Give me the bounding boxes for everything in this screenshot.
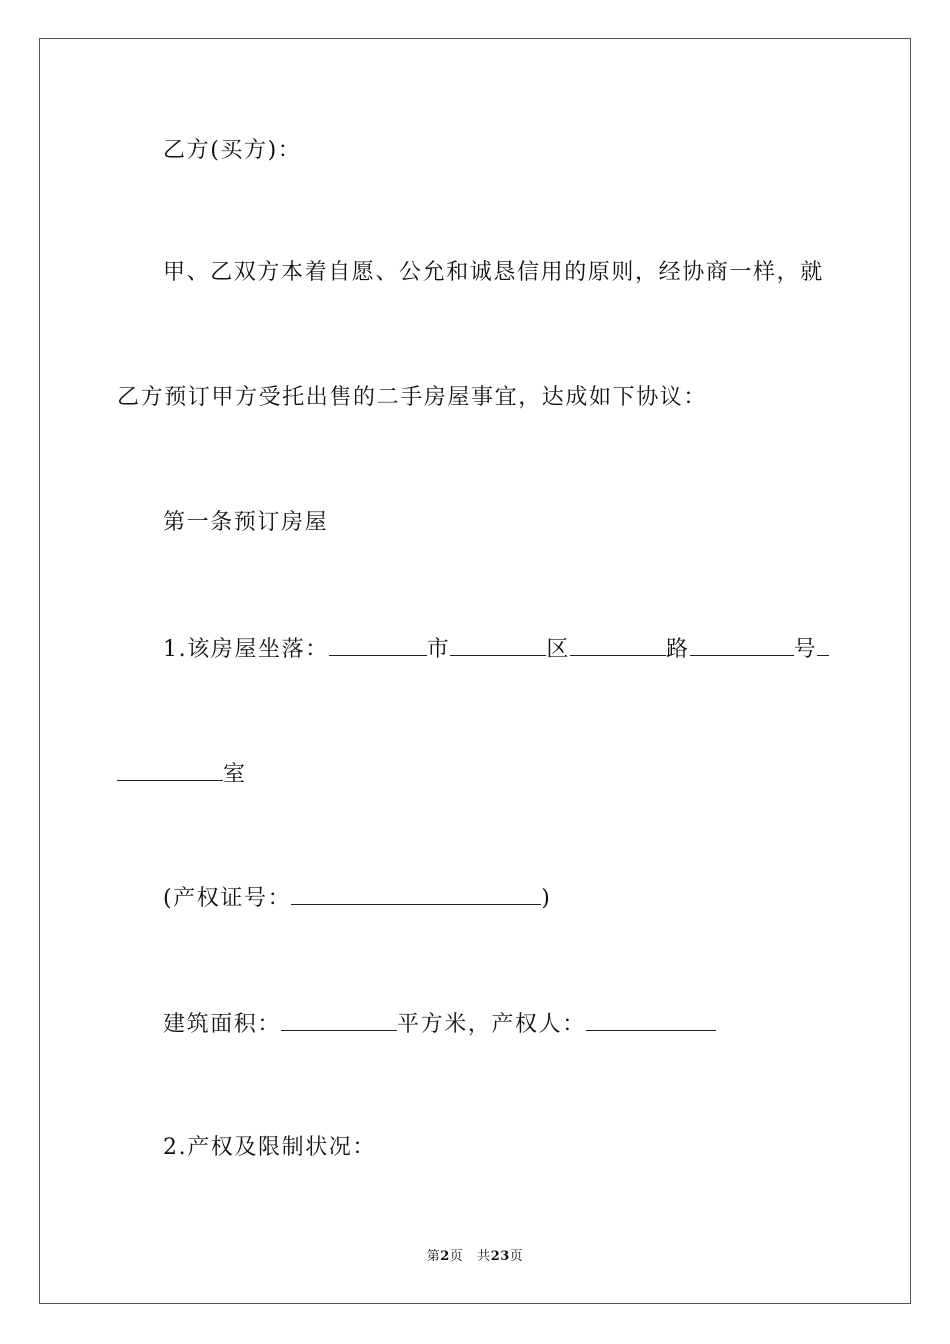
cert-close: ) (541, 886, 552, 911)
current-page-number: 2 (440, 1249, 450, 1264)
district-unit: 区 (546, 637, 571, 662)
party-b-label: 乙方(买方)： (163, 138, 302, 163)
district-blank[interactable] (450, 633, 546, 656)
road-blank[interactable] (570, 633, 666, 656)
article-1-title (163, 508, 328, 538)
party-b-line (163, 136, 301, 166)
room-blank[interactable] (117, 758, 223, 781)
total-page-count: 23 (490, 1249, 510, 1264)
article-1-title-text: 第一条预订房屋 (163, 510, 329, 535)
city-blank[interactable] (329, 633, 427, 656)
road-unit: 路 (666, 637, 690, 662)
footer-page-prefix: 第 (426, 1249, 441, 1264)
intro-line-1 (163, 258, 824, 288)
footer-page-suffix: 页 (449, 1249, 464, 1264)
item-2-line (163, 1133, 376, 1163)
cert-label: (产权证号： (163, 886, 292, 911)
city-unit: 市 (426, 637, 451, 662)
cert-line (163, 882, 551, 914)
intro-line-2 (117, 383, 707, 413)
footer-total-suffix: 页 (509, 1249, 524, 1264)
intro-text-1: 甲、乙双方本着自愿、公允和诚恳信用的原则，经协商一样，就 (163, 260, 824, 285)
area-unit-owner-label: 平方米，产权人： (397, 1012, 586, 1037)
room-line (117, 758, 247, 790)
item-2-text: 2.产权及限制状况： (163, 1135, 376, 1160)
room-unit: 室 (223, 762, 247, 787)
location-line (163, 633, 829, 665)
area-blank[interactable] (281, 1008, 397, 1031)
page-footer (0, 1245, 950, 1264)
number-unit: 号 (793, 637, 818, 662)
owner-blank[interactable] (586, 1008, 716, 1031)
location-label: 1.该房屋坐落： (163, 637, 329, 662)
page-frame (39, 38, 911, 1304)
footer-total-prefix: 共 (477, 1249, 491, 1264)
intro-text-2: 乙方预订甲方受托出售的二手房屋事宜，达成如下协议： (117, 385, 708, 410)
number-tail-blank[interactable] (817, 633, 829, 656)
number-blank[interactable] (690, 633, 794, 656)
area-line (163, 1008, 716, 1040)
area-label: 建筑面积： (163, 1012, 282, 1037)
cert-blank[interactable] (291, 882, 541, 905)
